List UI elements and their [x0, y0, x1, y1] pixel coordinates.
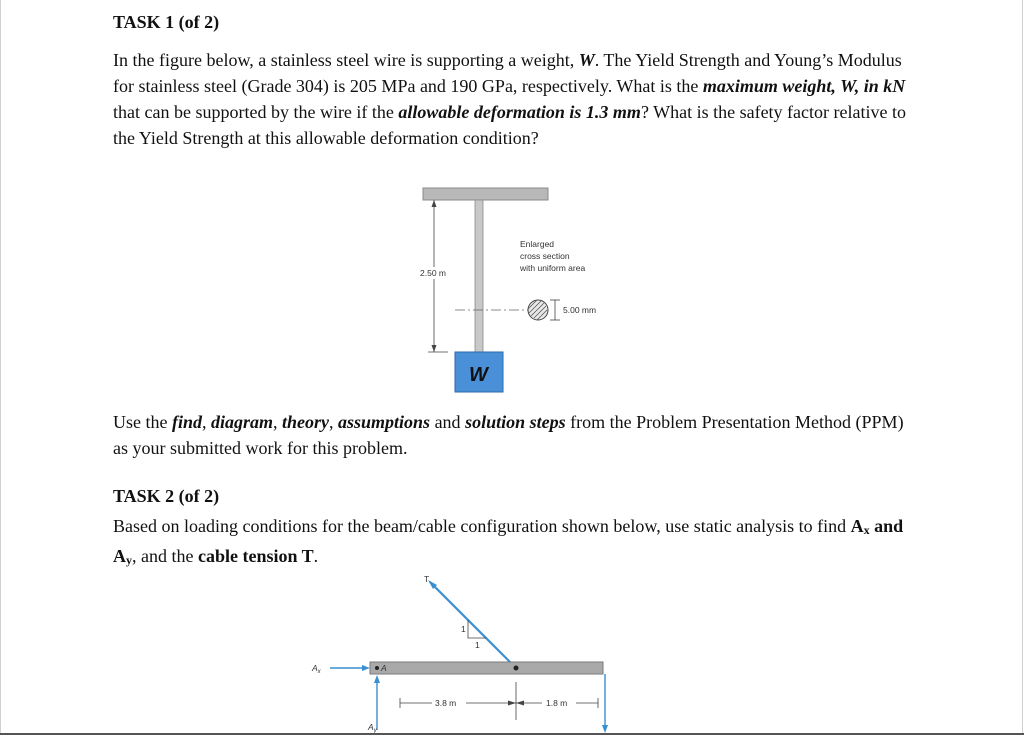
beam-cable-figure — [300, 570, 620, 733]
dim-arrow-bottom-icon — [432, 345, 437, 352]
steel-wire — [475, 200, 483, 352]
dim1-label: 3.8 m — [435, 698, 457, 708]
ax-arrowhead-icon — [362, 665, 370, 671]
dim-arrow-top-icon — [432, 200, 437, 207]
weight-label: W — [469, 364, 488, 386]
cable — [430, 582, 516, 668]
pin-support-icon — [375, 666, 379, 670]
task1-title: TASK 1 (of 2) — [113, 12, 220, 32]
pin-label: A — [381, 663, 387, 673]
dim2-label: 1.8 m — [546, 698, 568, 708]
ay-label: $A_y$ — [368, 722, 377, 733]
ay-arrowhead-icon — [374, 675, 380, 683]
tension-label: T — [424, 574, 430, 584]
wire-weight-figure — [400, 183, 620, 395]
enlarged-label-line3: with uniform area — [520, 263, 586, 273]
load-arrowhead-icon — [602, 725, 608, 733]
slope-run-label: 1 — [475, 640, 480, 650]
task2-problem-statement: Based on loading conditions for the beam/cable configuration shown below, use static analysis to find Ax and Ay, and the cable tension T. — [113, 516, 904, 567]
page-border-left — [0, 0, 1, 735]
beam — [370, 662, 603, 674]
length-label: 2.50 m — [420, 268, 446, 278]
cross-section-icon — [528, 300, 548, 320]
task1-problem-statement: In the figure below, a stainless steel wire is supporting a weight, W. The Yield Strength and Young’s Modulus for stainless steel (Grade 304) is 205 MPa and 190 GPa, respectively. What is the maximum weight, W, in kN that can be supported by the wire if the allowable deformation is 1.3 mm? What is the safety factor relative to the Yield Strength at this allowable deformation condition? — [113, 50, 906, 148]
ax-label: $A_x$ — [312, 663, 321, 675]
enlarged-label-line1: Enlarged — [520, 239, 555, 249]
cable-attachment-point — [514, 666, 519, 671]
page-border-right — [1022, 0, 1023, 735]
task2-title: TASK 2 (of 2) — [113, 486, 220, 506]
ceiling-support — [423, 188, 548, 200]
slope-rise-label: 1 — [461, 624, 466, 634]
diameter-label: 5.00 mm — [563, 305, 597, 315]
enlarged-label-line2: cross section — [520, 251, 570, 261]
task1-instructions: Use the find, diagram, theory, assumptions and solution steps from the Problem Presentation Method (PPM) as your submitted work for this problem. — [113, 412, 904, 458]
